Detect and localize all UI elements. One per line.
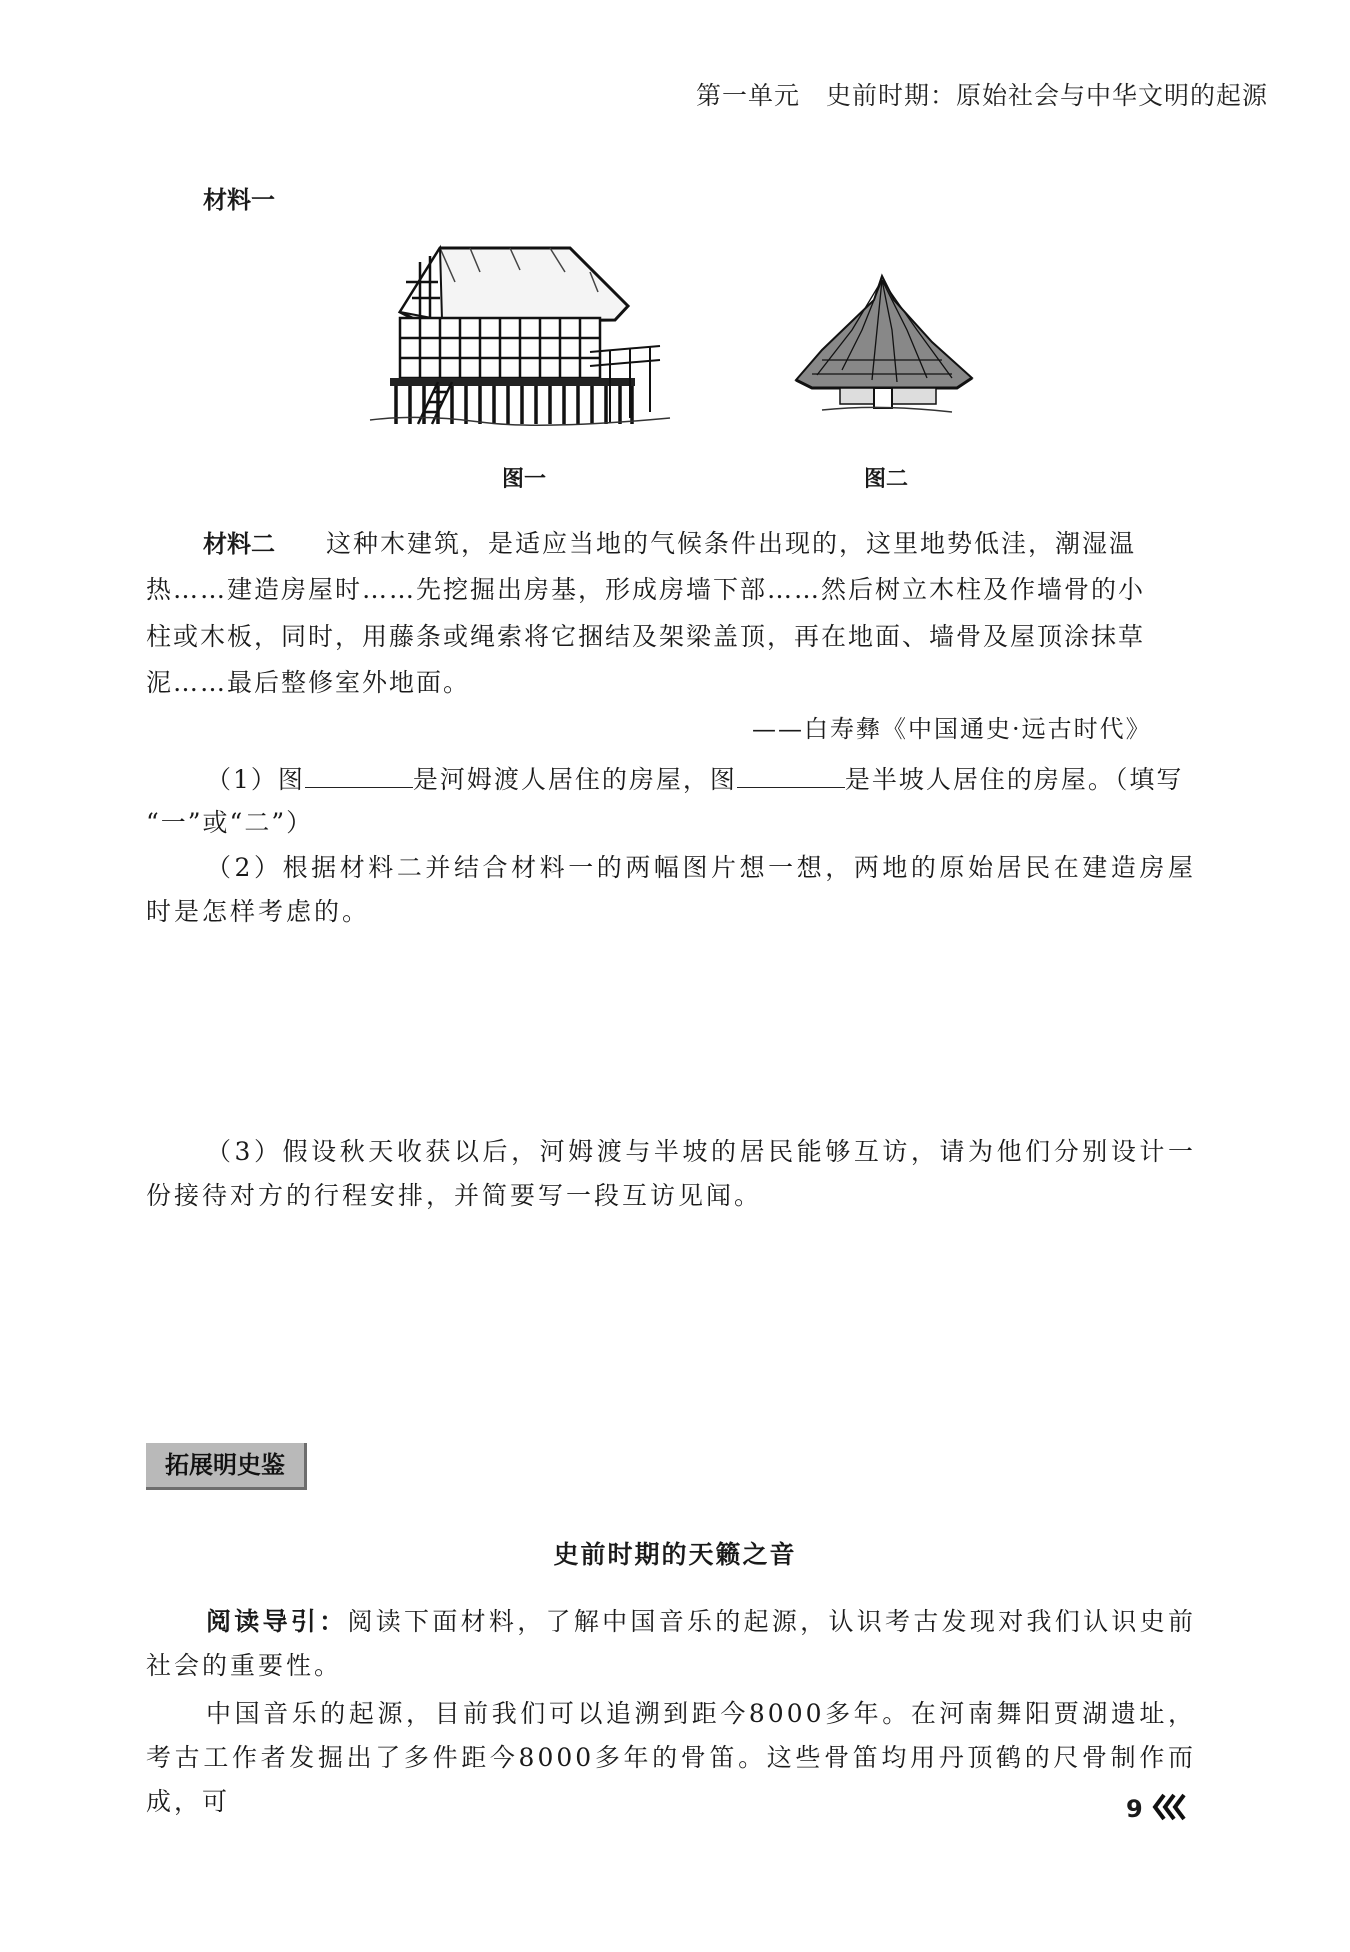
reading-guide-text: 阅读下面材料，了解中国音乐的起源，认识考古发现对我们认识史前社会的重要性。 (146, 1607, 1196, 1680)
material-two-line-3: 柱或木板，同时，用藤条或绳索将它捆结及架梁盖顶，再在地面、墙骨及屋顶涂抹草 (146, 622, 1146, 651)
material-two-label: 材料二 (203, 530, 275, 558)
body-paragraph-1: 中国音乐的起源，目前我们可以追溯到距今8000多年。在河南舞阳贾湖遗址，考古工作者发掘出了多件距今8000多年的骨笛。这些骨笛均用丹顶鹤的尺骨制作而成，可 (146, 1699, 1196, 1816)
question-1-middle: 是河姆渡人居住的房屋，图 (412, 765, 737, 794)
figure-two-caption: 图二 (864, 467, 909, 492)
question-3: （3）假设秋天收获以后，河姆渡与半坡的居民能够互访，请为他们分别设计一份接待对方的行程安排，并简要写一段互访见闻。 (146, 1137, 1196, 1210)
question-2: （2）根据材料二并结合材料一的两幅图片想一想，两地的原始居民在建造房屋时是怎样考虑的。 (146, 853, 1196, 926)
section-title: 史前时期的天籁之音 (553, 1540, 797, 1569)
answer-blank-hemudu[interactable] (305, 765, 413, 788)
thatched-hut-illustration (782, 270, 982, 424)
material-two-line-1: 这种木建筑，是适应当地的气候条件出现的，这里地势低洼，潮湿温 (326, 529, 1137, 558)
question-1-prefix: （1）图 (206, 765, 305, 794)
material-one-label: 材料一 (203, 186, 275, 214)
material-two-line-4: 泥……最后整修室外地面。 (146, 668, 471, 697)
answer-blank-banpo[interactable] (737, 765, 845, 788)
question-1-continuation: “一”或“二”） (146, 808, 314, 837)
figure-one-caption: 图一 (502, 467, 547, 492)
running-header: 第一单元 史前时期：原始社会与中华文明的起源 (696, 81, 1269, 110)
material-two-source: ——白寿彝《中国通史·远古时代》 (752, 715, 1152, 743)
reading-guide (146, 1600, 1196, 1688)
answer-area-question-3[interactable] (146, 1230, 1196, 1420)
extension-section-badge (146, 1443, 307, 1490)
question-1 (206, 760, 1183, 796)
answer-area-question-2[interactable] (146, 950, 1196, 1120)
reading-guide-label: 阅读导引： (206, 1607, 348, 1636)
double-chevron-left-icon (1152, 1792, 1192, 1826)
stilt-house-illustration (360, 242, 680, 432)
page-number: 9 (1126, 1795, 1143, 1823)
extension-badge-label: 拓展明史鉴 (165, 1451, 285, 1479)
question-1-suffix: 是半坡人居住的房屋。（填写 (844, 765, 1184, 794)
material-two-line-2: 热……建造房屋时……先挖掘出房基，形成房墙下部……然后树立木柱及作墙骨的小 (146, 575, 1146, 604)
